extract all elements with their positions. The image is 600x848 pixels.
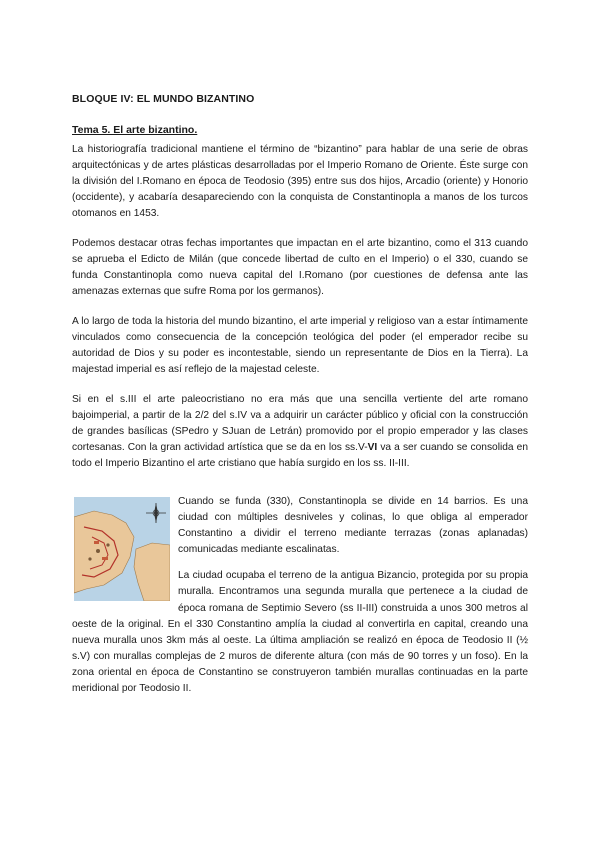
paragraph-city-walls: La ciudad ocupaba el terreno de la antigua Bizancio, protegida por su propia muralla. Encontramos una segunda muralla que pertenece a la ciudad de época romana de Septimio Severo (ss II-III) construida a unos 300 metros al oeste de la original. En el 330 Constantino amplía la ciudad al convertirla en capital, creando una nueva muralla unos 3km más al oeste. La última ampliación se realizó en época de Teodosio II (½ s.V) con murallas complejas de 2 muros de diferente altura (con más de 90 torres y un foso). En la zona oriental en época de Constantino se construyeron también murallas continuadas en la parte meridional por Teodosio II.	[72, 570, 528, 695]
tema-title: Tema 5. El arte bizantino.	[72, 124, 198, 136]
paragraph-paleochristian	[72, 392, 528, 472]
paragraph-paleochristian-bold: VI	[367, 442, 378, 454]
block-title: BLOQUE IV: EL MUNDO BIZANTINO	[72, 93, 255, 105]
map-section	[72, 494, 528, 707]
paragraph-city-foundation: Cuando se funda (330), Constantinopla se divide en 14 barrios. Es una ciudad con múltiples desniveles y colinas, lo que obliga al emperador Constantino a dividir el terreno mediante terrazas (zonas aplanadas) comunicadas mediante escalinatas.	[178, 496, 528, 556]
constantinople-map-image	[74, 497, 170, 601]
paragraph-intro: La historiografía tradicional mantiene el término de “bizantino” para hablar de una serie de obras arquitectónicas y de artes plásticas desarrolladas por el Imperio Romano de Oriente. Éste surge con la división del I.Romano en época de Teodosio (395) entre sus dos hijos, Arcadio (oriente) y Honorio (occidente), y acabaría desapareciendo con la conquista de Constantinopla a manos de los turcos otomanos en 1453.	[72, 144, 528, 220]
paragraph-imperial-art: A lo largo de toda la historia del mundo bizantino, el arte imperial y religioso van a estar íntimamente vinculados como consecuencia de la concepción teológica del poder (el emperador recibe su autoridad de Dios y su poder es incontestable, siendo un representante de Dios en la Tierra). La majestad imperial es así reflejo de la majestad celeste.	[72, 316, 528, 376]
paragraph-dates: Podemos destacar otras fechas importantes que impactan en el arte bizantino, como el 313 cuando se aprueba el Edicto de Milán (que concede libertad de culto en el Imperio) o el 330, cuando se funda Constantinopla como nueva capital del I.Romano (por cuestiones de defensa ante las amenazas externas que sufre Roma por los germanos).	[72, 238, 528, 298]
paragraph-paleochristian-part2: va a ser cuando se consolida en todo el Imperio Bizantino el arte cristiano que había surgido en los ss. II-III.	[72, 442, 529, 470]
paragraph-paleochristian-part1: Si en el s.III el arte paleocristiano no era más que una sencilla vertiente del arte romano bajoimperial, a partir de la 2/2 del s.IV va a adquirir un carácter público y oficial con la construcción de grandes basílicas (SPedro y SJuan de Letrán) promovido por el propio emperador y las clases cortesanas. Con la gran actividad artística que se da en los ss.V-	[72, 394, 528, 454]
